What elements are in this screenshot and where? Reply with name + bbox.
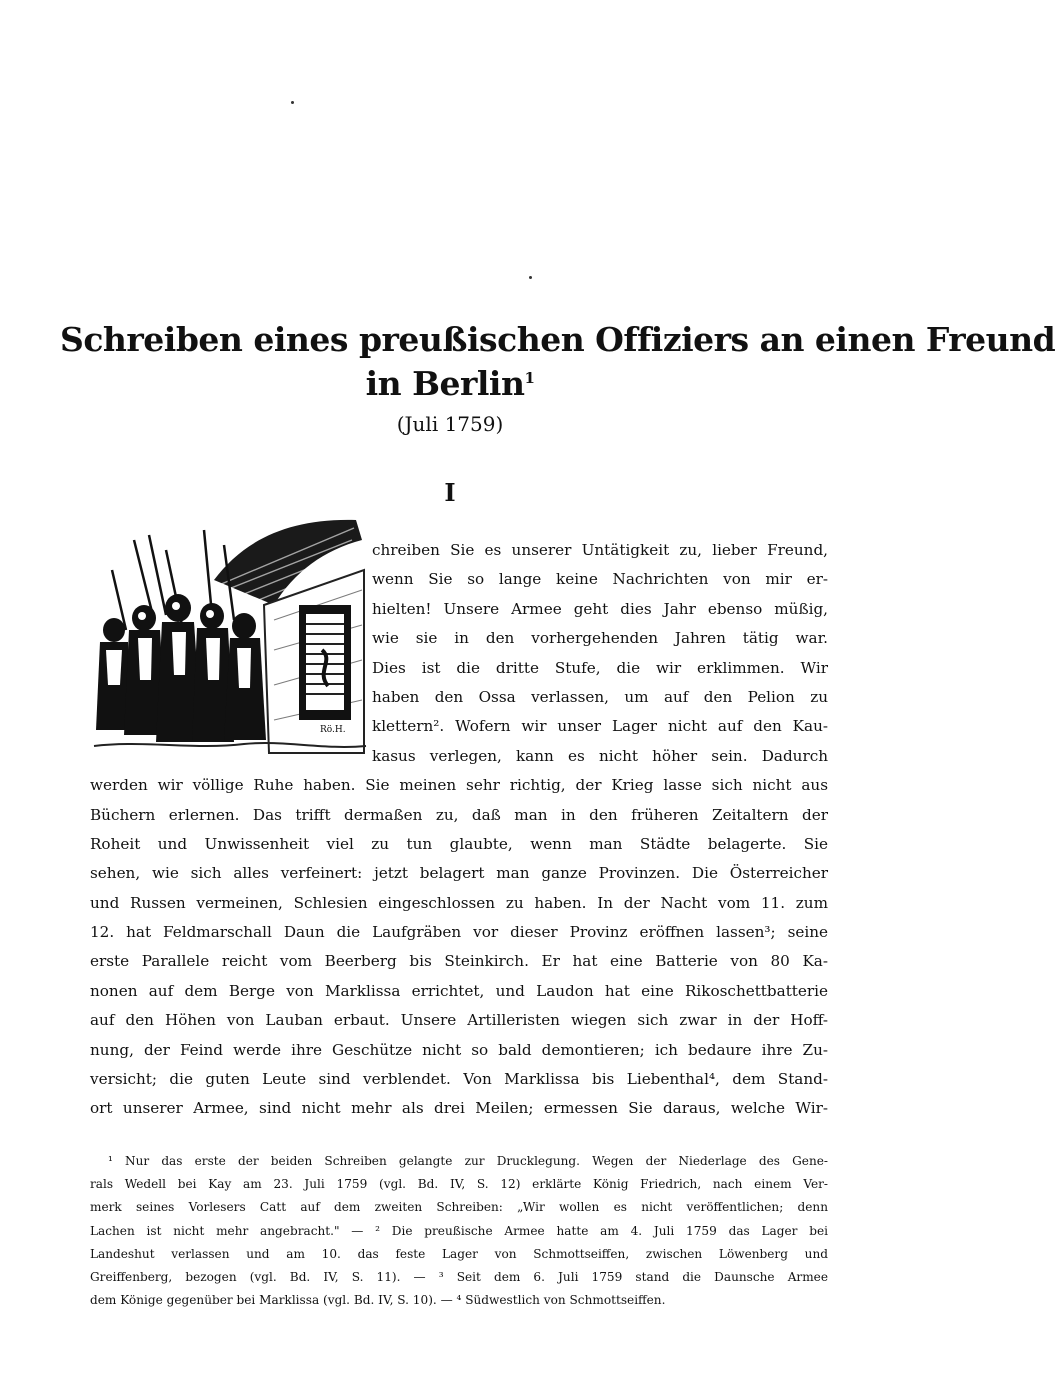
footnote-line: dem Könige gegenüber bei Marklissa (vgl. Bd. IV, S. 10). — ⁴ Südwestlich von Schmottseiffen. — [90, 1293, 666, 1308]
body-line: sehen, wie sich alles verfeinert: jetzt belagert man ganze Provinzen. Die Österreicher — [90, 864, 828, 883]
title-block — [60, 318, 1055, 438]
footnote-line: Lachen ist nicht mehr angebracht." — ² Die preußische Armee hatte am 4. Juli 1759 das Lager bei — [90, 1223, 828, 1238]
body-line: nung, der Feind werde ihre Geschütze nicht so bald demontieren; ich bedaure ihre Zu- — [90, 1040, 828, 1059]
page-title-city: in Berlin — [365, 364, 525, 403]
body-line: Dies ist die dritte Stufe, die wir erklimmen. Wir — [372, 658, 828, 677]
body-line: wie sie in den vorhergehenden Jahren tätig war. — [372, 629, 828, 648]
section-number: I — [444, 478, 456, 507]
body-line: chreiben Sie es unserer Untätigkeit zu, lieber Freund, — [372, 541, 828, 559]
body-line: und Russen vermeinen, Schlesien eingeschlossen zu haben. In der Nacht vom 11. zum — [90, 893, 828, 912]
title-footnote-marker: 1 — [524, 369, 535, 387]
body-line: haben den Ossa verlassen, um auf den Pelion zu — [372, 687, 828, 706]
footnotes — [90, 1150, 828, 1312]
footnote-line: rals Wedell bei Kay am 23. Juli 1759 (vgl. Bd. IV, S. 12) erklärte König Friedrich, nach einem Ver- — [90, 1177, 828, 1192]
body-line: wenn Sie so lange keine Nachrichten von mir er- — [372, 570, 828, 589]
paper-speck — [291, 101, 294, 104]
paper-speck — [529, 276, 532, 279]
footnote-line: ¹ Nur das erste der beiden Schreiben gelangte zur Drucklegung. Wegen der Niederlage des Gene- — [108, 1154, 828, 1168]
body-text — [90, 536, 828, 1124]
body-line: ort unserer Armee, sind nicht mehr als drei Meilen; ermessen Sie daraus, welche Wir- — [90, 1099, 828, 1118]
body-line: 12. hat Feldmarschall Daun die Laufgräben vor dieser Provinz eröffnen lassen³; seine — [90, 923, 828, 942]
body-line: nonen auf dem Berge von Marklissa errichtet, und Laudon hat eine Rikoschettbatterie — [90, 981, 828, 1000]
footnote-line: Greiffenberg, bezogen (vgl. Bd. IV, S. 11). — ³ Seit dem 6. Juli 1759 stand die Daunsche Armee — [90, 1269, 828, 1284]
body-line: klettern². Wofern wir unser Lager nicht auf den Kau- — [372, 717, 828, 736]
body-line: auf den Höhen von Lauban erbaut. Unsere Artilleristen wiegen sich zwar in der Hoff- — [90, 1011, 828, 1030]
footnote-line: Landeshut verlassen und am 10. das feste Lager von Schmottseiffen, zwischen Löwenberg und — [90, 1246, 828, 1261]
body-line: werden wir völlige Ruhe haben. Sie meinen sehr richtig, der Krieg lasse sich nicht aus — [90, 776, 828, 795]
page-title-line-2 — [60, 362, 840, 406]
body-line: versicht; die guten Leute sind verblendet. Von Marklissa bis Liebenthal⁴, dem Stand- — [90, 1070, 828, 1089]
footnote-line: merk seines Vorlesers Catt auf dem zweiten Schreiben: „Wir wollen es nicht veröffentlichen; denn — [90, 1200, 828, 1215]
body-line: erste Parallele reicht vom Beerberg bis Steinkirch. Er hat eine Batterie von 80 Ka- — [90, 952, 828, 971]
page-date: (Juli 1759) — [396, 412, 504, 436]
body-line: hielten! Unsere Armee geht dies Jahr ebenso müßig, — [372, 599, 828, 618]
page-title-line-1: Schreiben eines preußischen Offiziers an einen Freund — [60, 320, 1055, 359]
body-line: kasus verlegen, kann es nicht höher sein. Dadurch — [372, 746, 828, 765]
illustration-signature: Rö.H. — [320, 725, 346, 735]
body-line: Roheit und Unwissenheit viel zu tun glaubte, wenn man Städte belagerte. Sie — [90, 834, 828, 853]
body-line: Büchern erlernen. Das trifft dermaßen zu, daß man in den früheren Zeitaltern der — [90, 805, 828, 824]
